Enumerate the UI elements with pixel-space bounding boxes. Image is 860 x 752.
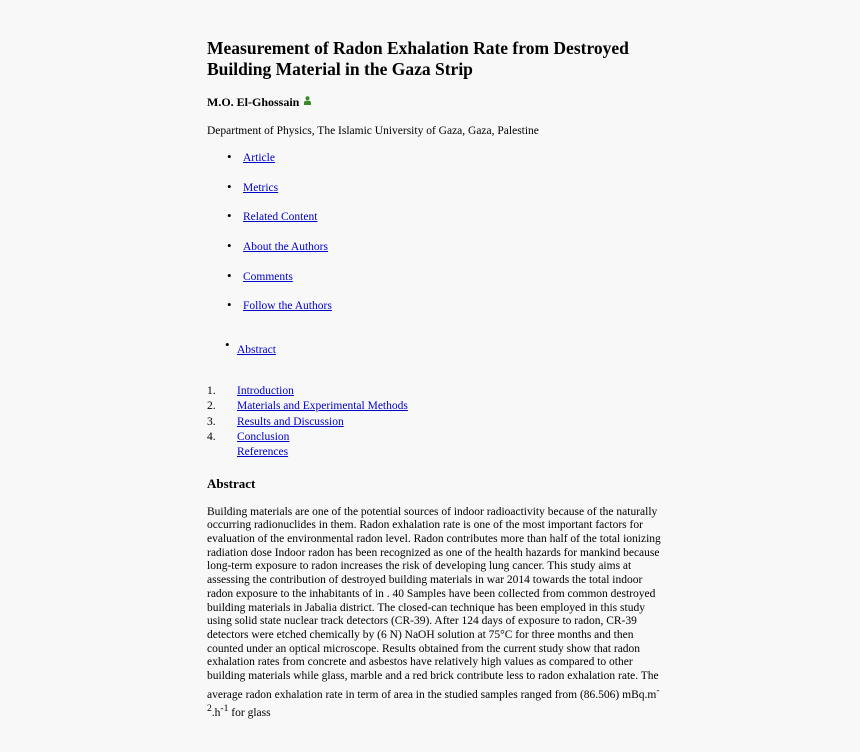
nav-item-article [227, 151, 662, 181]
bullet-icon: • [225, 337, 230, 353]
abstract-link[interactable]: Abstract [237, 344, 276, 357]
nav-link-related-content[interactable]: Related Content [243, 211, 318, 224]
abstract-link-item [207, 337, 662, 384]
toc-link-introduction[interactable]: Introduction [237, 385, 294, 398]
article-content [207, 38, 662, 721]
toc-item [207, 399, 662, 414]
author-affiliation: Department of Physics, The Islamic University of Gaza, Gaza, Palestine [207, 125, 539, 137]
toc-item [207, 430, 662, 445]
toc-link-conclusion[interactable]: Conclusion [237, 431, 290, 444]
toc-item [207, 384, 662, 399]
nav-link-about-authors[interactable]: About the Authors [243, 241, 328, 254]
nav-item-related-content [227, 210, 662, 240]
nav-link-metrics[interactable]: Metrics [243, 181, 279, 194]
toc-item [207, 415, 662, 430]
nav-item-metrics [227, 181, 662, 211]
article-nav [207, 151, 662, 329]
person-icon[interactable] [304, 93, 311, 109]
toc-number: 2. [207, 400, 216, 413]
table-of-contents [207, 384, 662, 460]
nav-link-follow-authors[interactable]: Follow the Authors [243, 300, 332, 313]
abstract-text [207, 506, 662, 721]
toc-link-references[interactable]: References [237, 446, 289, 459]
abstract-body-end: for glass [228, 707, 271, 720]
nav-item-follow-authors [227, 299, 662, 329]
unit-superscript: -2 [207, 684, 660, 715]
abstract-body: Building materials are one of the potential sources of indoor radioactivity because of the naturally occurring radionuclides in them. Radon exhalation rate is one of the most important factors for evaluation of the environmental radon level. Radon contributes more than half of the total ionizing radiation dose Indoor radon has been recognized as one of the health hazards for mankind because long-term exposure to radon increases the risk of developing lung cancer. This study aims at assessing the contribution of destroyed building materials in war 2014 towards the total indoor radon exposure to the inhabitants of in . 40 Samples have been collected from common destroyed building materials in Jabalia district. The closed-can technique has been employed in this study using solid state nuclear track detectors (CR-39). After 124 days of exposure to radon, CR-39 detectors were etched chemically by (6 N) NaOH solution at 75°C for three months and then counted under an optical microscope. Results obtained from the current study show that radon exhalation rates from concrete and asbestos have relatively high values as compared to other building materials while glass, marble and a red brick contribute less to radon exhalation rate. The average radon exhalation rate in term of area in the studied samples ranged from (86.506) mBq.m [207, 505, 661, 701]
toc-link-materials-methods[interactable]: Materials and Experimental Methods [237, 400, 408, 413]
toc-number: 1. [207, 385, 216, 398]
toc-number: 4. [207, 431, 216, 444]
toc-number: 3. [207, 415, 216, 428]
toc-item [207, 445, 662, 460]
unit-superscript: -1 [220, 703, 229, 715]
nav-link-comments[interactable]: Comments [243, 270, 293, 283]
toc-link-results-discussion[interactable]: Results and Discussion [237, 415, 344, 428]
nav-item-about-authors [227, 240, 662, 270]
abstract-heading: Abstract [207, 475, 256, 491]
article-title: Measurement of Radon Exhalation Rate from Destroyed Building Material in the Gaza Strip [207, 38, 629, 79]
nav-item-comments [227, 270, 662, 300]
unit-text: .h [211, 707, 221, 720]
nav-link-article[interactable]: Article [243, 152, 275, 164]
author-name: M.O. El-Ghossain [207, 95, 300, 109]
author-line [207, 93, 662, 110]
